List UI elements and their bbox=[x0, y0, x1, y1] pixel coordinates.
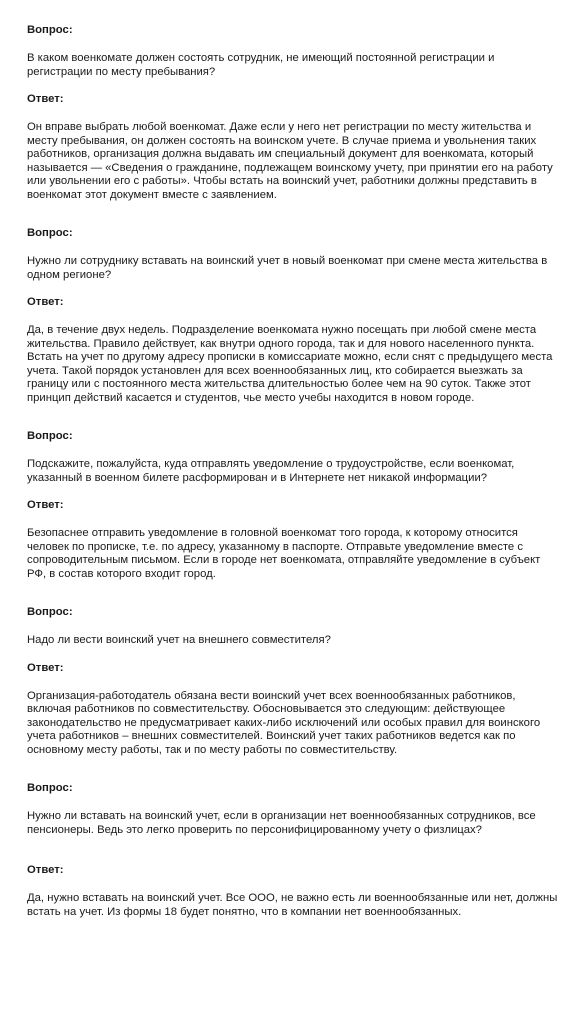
question-heading: Вопрос: bbox=[27, 430, 73, 442]
answer-heading: Ответ: bbox=[27, 864, 64, 876]
answer-text: Безопаснее отправить уведомление в головной военкомат того города, к которому относится человек по прописке, т.е. по адресу, указанному в паспорте. Отправьте уведомление вместе с сопроводительным письмом. Если в городе нет военкомата, отправляйте уведомление в субъект РФ, в состав которого входит город. bbox=[27, 527, 541, 580]
question-text: Надо ли вести воинский учет на внешнего совместителя? bbox=[27, 634, 331, 646]
answer-text: Да, в течение двух недель. Подразделение военкомата нужно посещать при любой смене места жительства. Правило действует, как внутри одного города, так и для нового населенного пункта. Встать на учет по другому адресу прописки в комиссариате можно, если снят с предыдущего места учета. Такой порядок установлен для всех военнообязанных лиц, кто собирается выезжать за границу или с постоянного места жительства длительностью более чем на 90 суток. Также этот принцип действий касается и студентов, чье место учебы находится в новом городе. bbox=[27, 324, 553, 404]
question-heading: Вопрос: bbox=[27, 227, 73, 239]
qa-item-3 bbox=[27, 430, 560, 581]
question-text: Подскажите, пожалуйста, куда отправлять уведомление о трудоустройстве, если военкомат, указанный в военном билете расформирован и в Интернете нет никакой информации? bbox=[27, 458, 515, 484]
question-text: Нужно ли сотруднику вставать на воинский учет в новый военкомат при смене места жительства в одном регионе? bbox=[27, 255, 548, 281]
answer-text: Он вправе выбрать любой военкомат. Даже если у него нет регистрации по месту жительства и месту пребывания, он должен состоять на воинском учете. В случае приема и увольнения таких работников, организация должна выдавать им специальный документ для военкомата, который называется — «Сведения о гражданине, подлежащем воинскому учету, при принятии его на работу или увольнении его с работы». Чтобы встать на воинский учет, работники должны представить в военкомат этот документ вместе с заявлением. bbox=[27, 121, 553, 201]
qa-item-4 bbox=[27, 606, 560, 757]
question-heading: Вопрос: bbox=[27, 782, 73, 794]
answer-text: Да, нужно вставать на воинский учет. Все ООО, не важно есть ли военнообязанные или нет, должны встать на учет. Из формы 18 будет понятно, что в компании нет военнообязанных. bbox=[27, 892, 558, 918]
qa-item-2 bbox=[27, 227, 560, 405]
question-text: Нужно ли вставать на воинский учет, если в организации нет военнообязанных сотрудников, все пенсионеры. Ведь это легко проверить по персонифицированному учету о физлицах? bbox=[27, 810, 536, 836]
answer-text: Организация-работодатель обязана вести воинский учет всех военнообязанных работников, включая работников по совместительству. Обосновывается это следующим: действующее законодательство не предусматривает каких-либо исключений или особых правил для воинского учета работников – внешних совместителей. Воинский учет таких работников ведется как по основному месту работы, так и по месту работы по совместительству. bbox=[27, 689, 541, 756]
qa-item-5 bbox=[27, 782, 560, 919]
answer-heading: Ответ: bbox=[27, 296, 64, 308]
question-text: В каком военкомате должен состоять сотрудник, не имеющий постоянной регистрации и регистрации по месту пребывания? bbox=[27, 52, 495, 78]
qa-item-1 bbox=[27, 24, 560, 202]
answer-heading: Ответ: bbox=[27, 93, 64, 105]
question-heading: Вопрос: bbox=[27, 606, 73, 618]
answer-heading: Ответ: bbox=[27, 661, 64, 674]
question-heading: Вопрос: bbox=[27, 24, 73, 36]
answer-heading: Ответ: bbox=[27, 499, 64, 511]
